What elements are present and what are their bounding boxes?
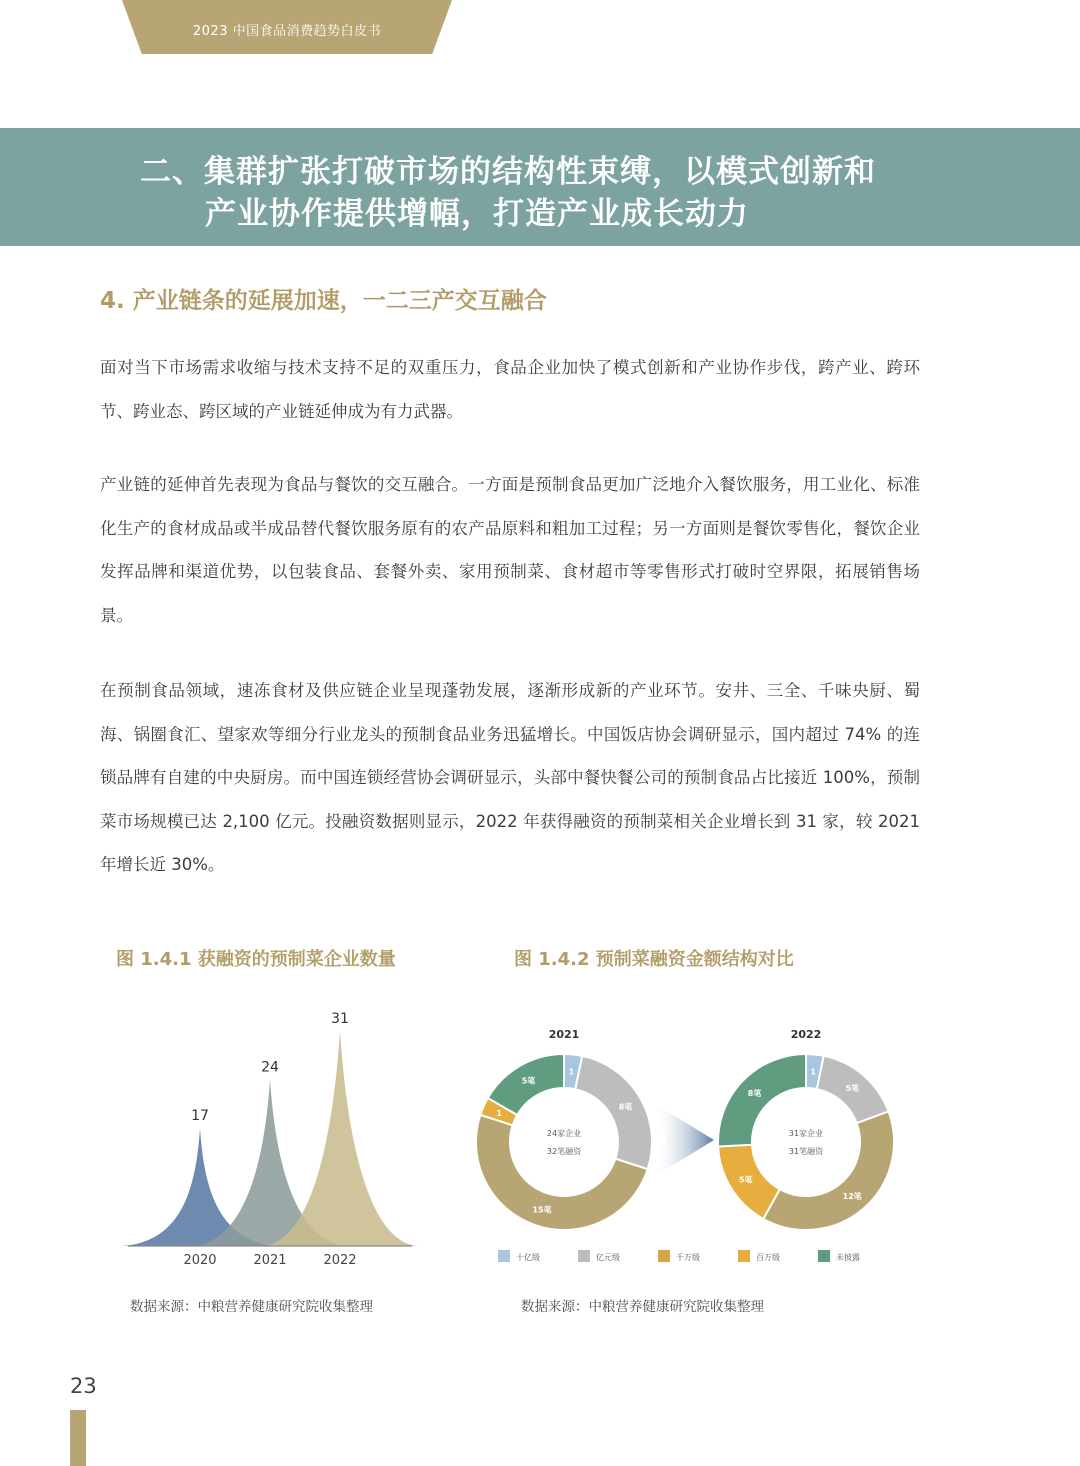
x-tick-2022: 2022: [323, 1253, 357, 1268]
legend-label-1: 亿元级: [596, 1253, 620, 1262]
donut-2021-label-4: 5笔: [521, 1076, 536, 1086]
data-label-2021: 24: [261, 1059, 279, 1076]
section-title: 4. 产业链条的延展加速，一二三产交互融合: [100, 288, 547, 314]
donut-2021-center-2: 32笔融资: [546, 1147, 582, 1156]
chapter-banner: [0, 128, 1080, 246]
donut-2021-label-0: 1: [568, 1067, 575, 1077]
legend-label-0: 十亿级: [516, 1253, 540, 1262]
paragraph-3: 在预制食品领域，速冻食材及供应链企业呈现蓬勃发展，逐渐形成新的产业环节。安井、三全、千味央厨、蜀海、锅圈食汇、望家欢等细分行业龙头的预制食品业务迅猛增长。中国饭店协会调研显示，国内超过 74% 的连锁品牌有自建的中央厨房。而中国连锁经营协会调研显示，头部中餐快餐公司的预制食品占比接近 100%，预制菜市场规模已达 2,100 亿元。投融资数据则显示，2022 年获得融资的预制菜相关企业增长到 31 家，较 2021 年增长近 30%。: [100, 681, 920, 874]
chapter-title-line-2: 产业协作提供增幅，打造产业成长动力: [205, 196, 749, 232]
figure-1-title: 图 1.4.1 获融资的预制菜企业数量: [116, 949, 396, 970]
donut-2021-label-2: 15笔: [532, 1205, 552, 1215]
donut-2022-center-2: 31笔融资: [788, 1147, 824, 1156]
legend-swatch-0: [498, 1250, 510, 1262]
legend-swatch-2: [658, 1250, 670, 1262]
legend-label-3: 百万级: [756, 1253, 780, 1262]
figure-1-source: 数据来源：中粮营养健康研究院收集整理: [130, 1299, 373, 1315]
page-accent-bar: [70, 1410, 86, 1466]
donut-2021-label-3: 1: [496, 1109, 502, 1119]
figure-2-source: 数据来源：中粮营养健康研究院收集整理: [521, 1299, 764, 1315]
donut-2022-label-0: 1: [810, 1067, 816, 1077]
figure-2-chart: [470, 1010, 910, 1272]
legend-swatch-1: [578, 1250, 590, 1262]
figure-2-title: 图 1.4.2 预制菜融资金额结构对比: [514, 949, 794, 970]
x-tick-2020: 2020: [183, 1253, 217, 1268]
donut-2021-center-1: 24家企业: [546, 1129, 582, 1138]
legend-label-2: 千万级: [676, 1253, 700, 1262]
donut-2022-label-4: 8笔: [747, 1089, 762, 1099]
donut-2022-label-2: 12笔: [842, 1191, 862, 1201]
donut-year-2022: 2022: [790, 1028, 822, 1041]
donut-2021-label-1: 8笔: [618, 1102, 633, 1112]
paragraph-1: 面对当下市场需求收缩与技术支持不足的双重压力，食品企业加快了模式创新和产业协作步伐，跨产业、跨环节、跨业态、跨区域的产业链延伸成为有力武器。: [100, 358, 920, 421]
donut-2022-label-1: 5笔: [845, 1084, 860, 1094]
legend-swatch-3: [738, 1250, 750, 1262]
donut-2022-center-1: 31家企业: [788, 1129, 824, 1138]
donut-2021-slice-1: [575, 1056, 652, 1169]
data-label-2022: 31: [331, 1010, 349, 1027]
transition-arrow: [652, 1102, 714, 1178]
donut-2022-label-3: 5笔: [738, 1175, 753, 1185]
figure-1-chart: [120, 1010, 420, 1272]
chapter-title-line-1: 二、集群扩张打破市场的结构性束缚，以模式创新和: [140, 154, 876, 190]
document-title: 2023 中国食品消费趋势白皮书: [192, 24, 382, 39]
page-number: 23: [70, 1374, 97, 1398]
x-tick-2021: 2021: [253, 1253, 287, 1268]
donut-2022-slice-2: [763, 1111, 894, 1230]
legend-swatch-4: [818, 1250, 830, 1262]
legend-label-4: 未披露: [836, 1253, 860, 1262]
donut-year-2021: 2021: [548, 1028, 580, 1041]
data-label-2020: 17: [191, 1108, 209, 1124]
paragraph-2: 产业链的延伸首先表现为食品与餐饮的交互融合。一方面是预制食品更加广泛地介入餐饮服务，用工业化、标准化生产的食材成品或半成品替代餐饮服务原有的农产品原料和粗加工过程；另一方面则是餐饮零售化，餐饮企业发挥品牌和渠道优势，以包装食品、套餐外卖、家用预制菜、食材超市等零售形式打破时空界限，拓展销售场景。: [100, 475, 920, 625]
